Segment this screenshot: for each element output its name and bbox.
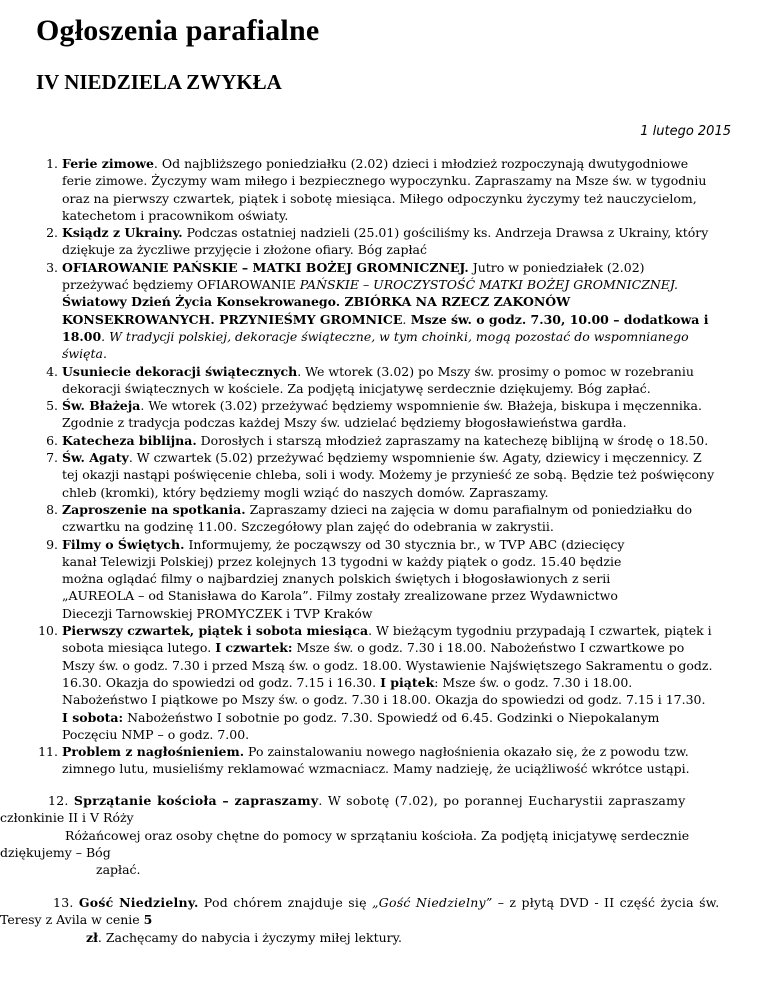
text-line bbox=[62, 726, 732, 743]
text-line bbox=[62, 414, 732, 431]
bold-text: I czwartek: bbox=[215, 640, 293, 656]
text-segment: Jutro w poniedziałek (2.02) bbox=[468, 259, 645, 275]
text-line bbox=[53, 894, 768, 911]
text-segment: zimnego lutu, musieliśmy reklamować wzmacniacz. Mamy nadzieję, że uciążliwość wkrótce ustąpi. bbox=[62, 761, 690, 777]
text-line bbox=[62, 190, 732, 207]
item-number: 10. bbox=[38, 623, 58, 639]
announcement-item bbox=[0, 536, 768, 622]
announcement-list bbox=[0, 155, 768, 778]
bold-text: Ferie zimowe bbox=[62, 156, 154, 171]
bold-text: Katecheza biblijna. bbox=[62, 432, 197, 448]
text-segment: Nabożeństwo I sobotnie po godz. 7.30. Spowiedź od 6.45. Godzinki o Niepokalanym bbox=[123, 709, 660, 725]
italic-text: święta bbox=[62, 346, 103, 362]
text-line bbox=[62, 224, 732, 241]
announcement-12 bbox=[0, 792, 768, 878]
text-segment: Nabożeństwo I piątkowe po Mszy św. o godz. 7.30 i 18.00. Okazja do spowiedzi od godz. 7.15 i 17.30. bbox=[62, 692, 706, 708]
text-line bbox=[62, 501, 732, 518]
text-line bbox=[62, 570, 732, 587]
announcement-item bbox=[0, 155, 768, 224]
bold-text: Sprzątanie kościoła – zapraszamy bbox=[73, 793, 319, 808]
text-segment: . W sobotę (7.02), po porannej Eucharystii zapraszamy bbox=[318, 793, 686, 808]
bold-text: Św. Agaty bbox=[62, 450, 129, 466]
bold-text: Gość Niedzielny. bbox=[78, 895, 199, 910]
bold-text: Pierwszy czwartek, piątek i sobota miesiąca bbox=[62, 623, 369, 639]
announcement-item bbox=[0, 432, 768, 449]
text-segment: tej okazji nastąpi poświęcenie chleba, soli i wody. Możemy je przynieść ze sobą. Będzie też poświęcony bbox=[62, 467, 715, 483]
text-segment: kanał Telewizji Polskiej) przez kolejnych 13 tygodni w każdy piątek o godz. 15.40 będzie bbox=[62, 553, 622, 569]
text-line bbox=[62, 241, 732, 258]
text-line bbox=[62, 518, 732, 535]
text-line bbox=[62, 207, 732, 224]
text-line bbox=[62, 691, 732, 708]
text-line bbox=[62, 760, 732, 777]
bold-text: I sobota: bbox=[62, 709, 124, 725]
text-line bbox=[62, 172, 732, 189]
text-line bbox=[62, 743, 732, 760]
text-line bbox=[62, 311, 732, 328]
text-segment: Po zainstalowaniu nowego nagłośnienia okazało się, że z powodu tzw. bbox=[244, 744, 689, 760]
text-segment: dekoracji świątecznych w kościele. Za podjętą inicjatywę serdecznie dziękujemy. Bóg zapłać. bbox=[62, 380, 651, 396]
text-line bbox=[62, 553, 732, 570]
text-line bbox=[62, 587, 732, 604]
text-segment: . We wtorek (3.02) przeżywać będziemy wspomnienie św. Błażeja, biskupa i męczennika. bbox=[140, 398, 702, 414]
text-segment: chleb (kromki), który będziemy mogli wziąć do naszych domów. Zapraszamy. bbox=[62, 484, 549, 500]
text-segment: 12. bbox=[48, 793, 74, 808]
item-number: 4. bbox=[46, 363, 58, 379]
text-segment: : Msze św. o godz. 7.30 i 18.00. bbox=[434, 674, 633, 690]
text-segment: 13. bbox=[53, 895, 79, 910]
text-segment: „AUREOLA – od Stanisława do Karola”. Filmy zostały zrealizowane przez Wydawnictwo bbox=[62, 588, 618, 604]
text-segment: ferie zimowe. Życzymy wam miłego i bezpiecznego wypoczynku. Zapraszamy na Msze św. w tygodniu bbox=[62, 173, 707, 189]
announcement-item bbox=[0, 363, 768, 398]
italic-text: PAŃSKIE – UROCZYSTOŚĆ MATKI BOŻEJ GROMNICZNEJ. bbox=[299, 277, 678, 293]
item-number: 5. bbox=[46, 398, 58, 414]
text-line bbox=[62, 293, 732, 310]
text-line bbox=[0, 844, 768, 861]
text-segment: członkinie II i V Róży bbox=[0, 810, 134, 826]
text-segment: katechetom i pracownikom oświaty. bbox=[62, 207, 289, 223]
text-segment: . W czwartek (5.02) przeżywać będziemy wspomnienie św. Agaty, dziewicy i męczennicy. Z bbox=[128, 450, 702, 466]
text-line bbox=[62, 605, 732, 622]
text-segment: Msze św. o godz. 7.30 i 18.00. Nabożeństwo I czwartkowe po bbox=[292, 640, 685, 656]
italic-text: „Gość Niedzielny” bbox=[372, 895, 493, 910]
text-line bbox=[62, 639, 732, 656]
bold-text: zł bbox=[86, 929, 98, 945]
bold-text: KONSEKROWANYCH. PRZYNIEŚMY GROMNICE bbox=[62, 311, 403, 327]
text-segment: oraz na pierwszy czwartek, piątek i sobotę miesiąca. Miłego odpoczynku życzymy też nauczycielom, bbox=[62, 190, 697, 206]
date-line: 1 lutego 2015 bbox=[640, 124, 731, 139]
text-segment: dziękuje za życzliwe przyjęcie i złożone ofiary. Bóg zapłać bbox=[62, 242, 427, 258]
text-line bbox=[0, 911, 768, 928]
page-title: Ogłoszenia parafialne bbox=[36, 14, 320, 47]
text-line bbox=[62, 674, 732, 691]
text-segment: Zgodnie z tradycja podczas każdej Mszy św. udzielać będziemy błogosławieństwa gardła. bbox=[62, 415, 627, 431]
bold-text: Msze św. o godz. 7.30, 10.00 – dodatkowa i bbox=[406, 311, 709, 327]
italic-text: . W tradycji polskiej, dekoracje świąteczne, w tym choinki, mogą pozostać do wspomnianego bbox=[101, 328, 689, 344]
text-segment: Teresy z Avila w cenie bbox=[0, 912, 144, 928]
bold-text: OFIAROWANIE PAŃSKIE – MATKI BOŻEJ GROMNICZNEJ. bbox=[62, 259, 469, 275]
text-segment: można oglądać filmy o najbardziej znanych polskich świętych i błogosławionych z serii bbox=[62, 571, 611, 587]
item-number: 6. bbox=[46, 432, 58, 448]
text-line bbox=[62, 622, 732, 639]
text-line bbox=[62, 276, 732, 293]
text-segment: . We wtorek (3.02) po Mszy św. prosimy o pomoc w rozebraniu bbox=[297, 363, 694, 379]
announcement-item bbox=[0, 259, 768, 363]
text-line bbox=[62, 709, 732, 726]
bold-text: 5 bbox=[143, 912, 153, 928]
text-segment: . W bieżącym tygodniu przypadają I czwartek, piątek i bbox=[368, 623, 712, 639]
text-segment: . Zachęcamy do nabycia i życzymy miłej lektury. bbox=[97, 929, 402, 945]
item-number: 7. bbox=[46, 450, 58, 466]
text-line bbox=[0, 809, 768, 826]
text-segment: przeżywać będziemy OFIAROWANIE bbox=[62, 277, 300, 293]
text-segment: Poczęciu NMP – o godz. 7.00. bbox=[62, 726, 250, 742]
announcement-13 bbox=[0, 894, 768, 946]
bold-text: Św. Błażeja bbox=[62, 398, 141, 414]
text-segment: Diecezji Tarnowskiej PROMYCZEK i TVP Kraków bbox=[62, 605, 373, 621]
text-segment: . bbox=[103, 346, 107, 362]
text-line bbox=[62, 380, 732, 397]
announcement-item bbox=[0, 743, 768, 778]
bold-text: Problem z nagłośnieniem. bbox=[62, 744, 245, 760]
text-line bbox=[48, 792, 768, 809]
bold-text: I piątek bbox=[380, 674, 435, 690]
announcement-item bbox=[0, 501, 768, 536]
text-segment: Różańcowej oraz osoby chętne do pomocy w sprzątaniu kościoła. Za podjętą inicjatywę serdecznie bbox=[65, 827, 690, 843]
page-subtitle: IV NIEDZIELA ZWYKŁA bbox=[36, 70, 282, 94]
item-number: 1. bbox=[46, 156, 58, 171]
announcement-item bbox=[0, 397, 768, 432]
text-line bbox=[62, 155, 732, 172]
text-segment: Pod chórem znajduje się bbox=[198, 895, 373, 910]
item-number: 8. bbox=[46, 501, 58, 517]
text-line bbox=[62, 363, 732, 380]
text-segment: 16.30. Okazja do spowiedzi od godz. 7.15 i 16.30. bbox=[62, 674, 381, 690]
announcement-item bbox=[0, 449, 768, 501]
text-segment: czwartku na godzinę 11.00. Szczegółowy plan zajęć do odebrania w zakrystii. bbox=[62, 519, 554, 535]
announcement-item bbox=[0, 622, 768, 743]
bold-text: Usuniecie dekoracji świątecznych bbox=[62, 363, 298, 379]
text-segment: Podczas ostatniej nadzieli (25.01) gościliśmy ks. Andrzeja Drawsa z Ukrainy, który bbox=[182, 225, 709, 241]
text-line bbox=[62, 466, 732, 483]
announcement-item bbox=[0, 224, 768, 259]
bold-text: Filmy o Świętych. bbox=[62, 536, 185, 552]
text-line bbox=[62, 397, 732, 414]
text-line bbox=[62, 536, 732, 553]
text-segment: Dorosłych i starszą młodzież zapraszamy na katechezę biblijną w środę o 18.50. bbox=[196, 432, 709, 448]
item-number: 11. bbox=[38, 744, 58, 760]
text-line bbox=[62, 657, 732, 674]
text-segment: . Od najbliższego poniedziałku (2.02) dzieci i młodzież rozpoczynają dwutygodniowe bbox=[153, 156, 689, 171]
text-line bbox=[96, 861, 768, 878]
text-line bbox=[62, 328, 732, 345]
text-segment: Zapraszamy dzieci na zajęcia w domu parafialnym od poniedziałku do bbox=[245, 501, 693, 517]
text-line bbox=[62, 484, 732, 501]
text-line bbox=[62, 259, 732, 276]
text-segment: zapłać. bbox=[96, 862, 141, 878]
text-segment: sobota miesiąca lutego. bbox=[62, 640, 216, 656]
item-number: 2. bbox=[46, 225, 58, 241]
text-segment: Informujemy, że począwszy od 30 stycznia br., w TVP ABC (dziecięcy bbox=[184, 536, 625, 552]
text-line bbox=[86, 929, 768, 946]
text-line bbox=[62, 345, 732, 362]
item-number: 9. bbox=[46, 536, 58, 552]
bold-text: Ksiądz z Ukrainy. bbox=[62, 225, 183, 241]
bold-text: Światowy Dzień Życia Konsekrowanego. ZBIÓRKA NA RZECZ ZAKONÓW bbox=[62, 294, 571, 310]
text-line bbox=[65, 827, 768, 844]
text-line bbox=[62, 449, 732, 466]
italic-text: . bbox=[402, 311, 407, 327]
text-segment: dziękujemy – Bóg bbox=[0, 844, 111, 860]
text-segment: Mszy św. o godz. 7.30 i przed Mszą św. o godz. 18.00. Wystawienie Najświętszego Sakramentu o godz. bbox=[62, 657, 713, 673]
text-line bbox=[62, 432, 732, 449]
bold-text: Zaproszenie na spotkania. bbox=[62, 501, 246, 517]
text-segment: – z płytą DVD - II część życia św. bbox=[492, 895, 720, 910]
bold-text: 18.00 bbox=[62, 328, 102, 344]
item-number: 3. bbox=[46, 259, 58, 275]
